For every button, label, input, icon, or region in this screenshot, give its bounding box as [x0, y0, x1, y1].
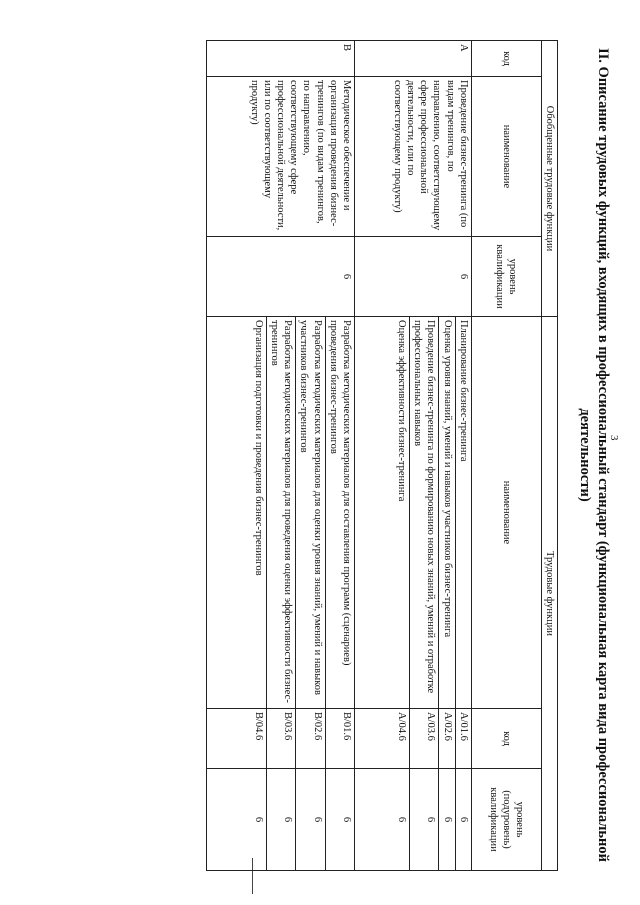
group-name: Проведение бизнес-тренинга (по видам тренингов, по направлению, соответствующему сфере профессиональной деятельности, или по соответствующему продукту) [354, 77, 471, 237]
function-level: 6 [266, 769, 295, 871]
function-code: A/04.6 [354, 709, 409, 769]
header-labor-code: код [471, 709, 541, 769]
group-code: A [354, 41, 471, 77]
page-number: 3 [608, 435, 620, 441]
functional-map-table [206, 40, 558, 871]
header-labor: Трудовые функции [541, 317, 557, 871]
header-name: наименование [471, 77, 541, 237]
header-sublevel: уровень (подуровень) квалификации [471, 769, 541, 871]
function-level: 6 [439, 769, 455, 871]
rotated-content [20, 30, 620, 880]
group-level: 6 [206, 237, 354, 317]
function-name: Разработка методических материалов для оценки уровня знаний, умений и навыков участников бизнес-тренингов [296, 317, 325, 709]
function-code: B/01.6 [325, 709, 354, 769]
function-level: 6 [325, 769, 354, 871]
function-level: 6 [206, 769, 266, 871]
function-level: 6 [296, 769, 325, 871]
header-qual-level: уровень квалификации [471, 237, 541, 317]
function-name: Разработка методических материалов для проведения оценки эффективности бизнес-тренингов [266, 317, 295, 709]
function-level: 6 [455, 769, 471, 871]
header-generalized: Обобщенные трудовые функции [541, 41, 557, 317]
table-row [325, 41, 354, 871]
function-name: Организация подготовки и проведения бизнес-тренингов [206, 317, 266, 709]
table-row [455, 41, 471, 871]
function-code: B/04.6 [206, 709, 266, 769]
function-name: Планирование бизнес-тренинга [455, 317, 471, 709]
function-code: A/01.6 [455, 709, 471, 769]
function-name: Оценка эффективности бизнес-тренинга [354, 317, 409, 709]
header-code: код [471, 41, 541, 77]
function-code: B/03.6 [266, 709, 295, 769]
group-code: B [206, 41, 354, 77]
group-name: Методическое обеспечение и организация проведения бизнес-тренингов (по видам тренингов, по направлению, соответствующему сфере профессиональной деятельности, или по соответствующему продукту) [206, 77, 354, 237]
function-name: Оценка уровня знаний, умений и навыков участников бизнес-тренинга [439, 317, 455, 709]
header-labor-name: наименование [471, 317, 541, 709]
function-name: Проведение бизнес-тренинга по формированию новых знаний, умений и отработке профессиональных навыков [409, 317, 438, 709]
function-level: 6 [354, 769, 409, 871]
function-code: A/03.6 [409, 709, 438, 769]
section-title: II. Описание трудовых функций, входящих в профессиональный стандарт (функциональная карта вида профессиональной деятельности) [577, 48, 611, 862]
function-code: A/02.6 [439, 709, 455, 769]
function-name: Разработка методических материалов для составления программ (сценариев) проведения бизнес-тренингов [325, 317, 354, 709]
function-code: B/02.6 [296, 709, 325, 769]
group-level: 6 [354, 237, 471, 317]
function-level: 6 [409, 769, 438, 871]
